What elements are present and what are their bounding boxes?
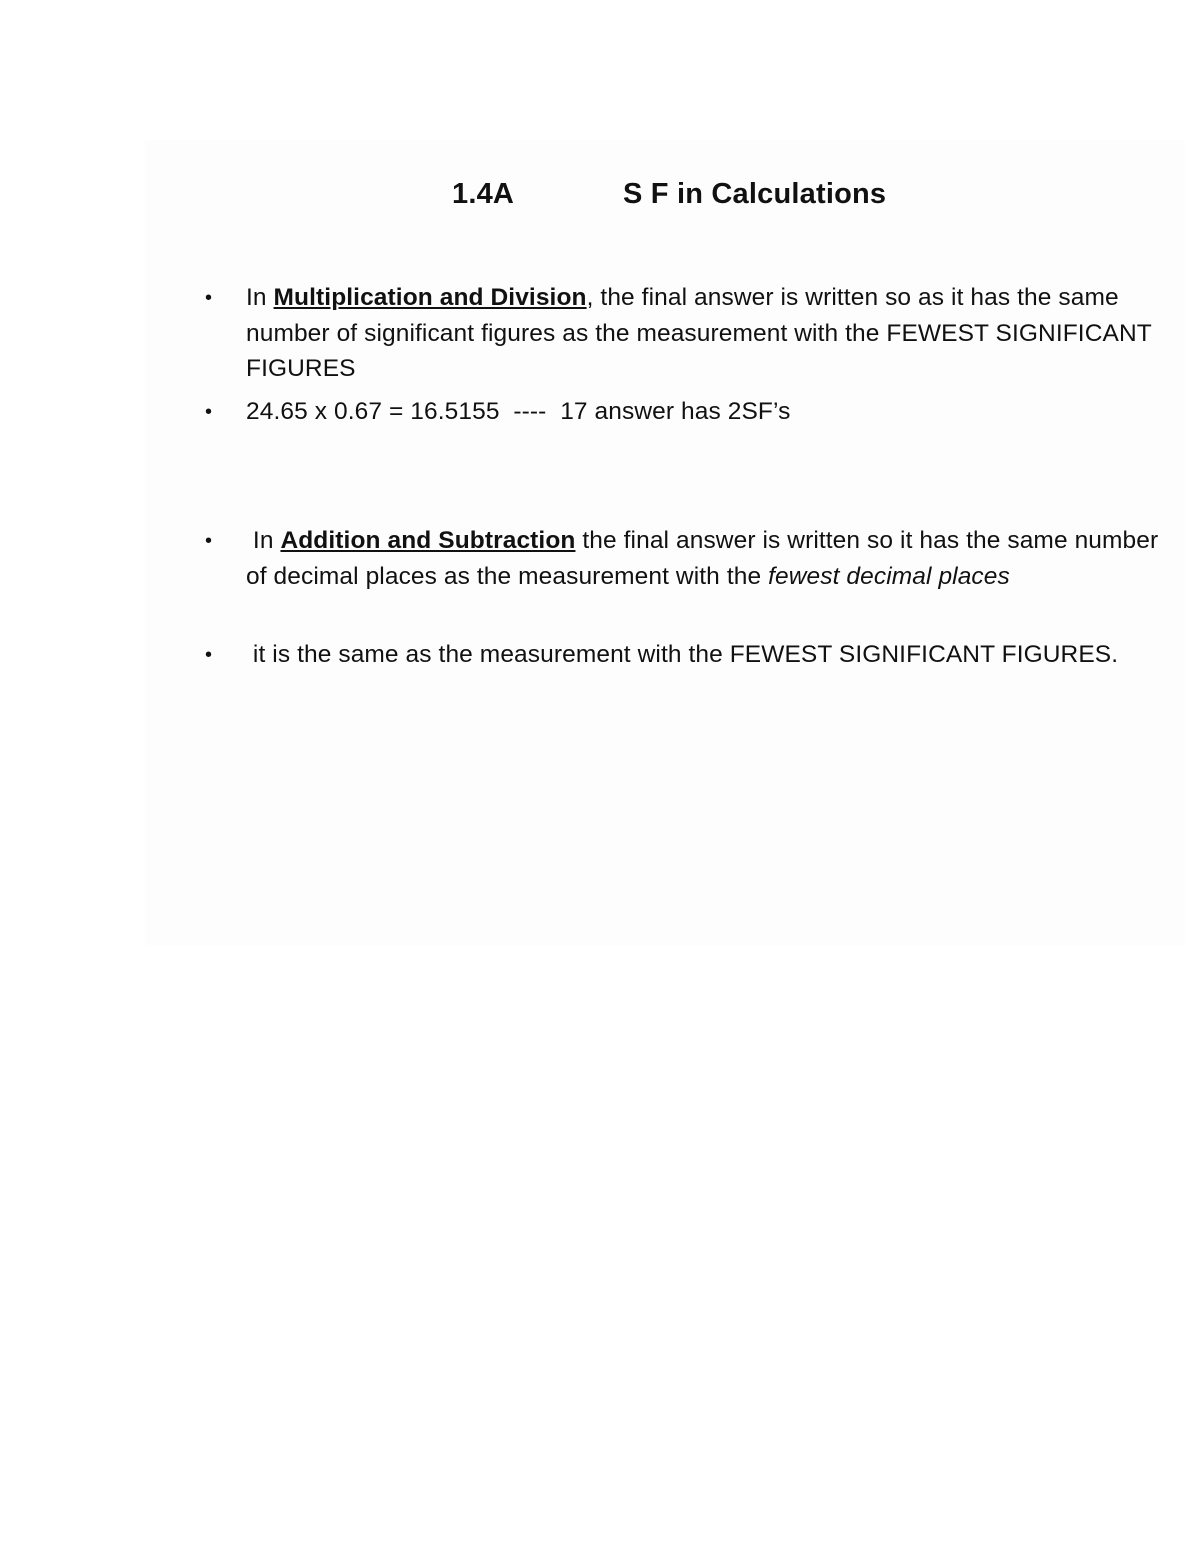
title-number: 1.4A xyxy=(452,178,515,210)
bullet-prefix: In xyxy=(246,284,274,311)
bullet-icon: • xyxy=(205,401,213,423)
page-title xyxy=(0,178,1200,222)
bullet-emphasis: fewest decimal places xyxy=(768,562,1010,590)
title-text: S F in Calculations xyxy=(623,178,887,210)
bullet-text: 24.65 x 0.67 = 16.5155 ---- 17 answer has 2SF’s xyxy=(246,398,791,425)
bullet-icon: • xyxy=(205,644,213,666)
bullet-icon: • xyxy=(205,287,213,309)
bullet-text: it is the same as the measurement with the FEWEST SIGNIFICANT FIGURES. xyxy=(246,641,1119,668)
bullet-keyword: Addition and Subtraction xyxy=(280,527,576,554)
bullet-text xyxy=(246,523,1161,594)
bullet-keyword: Multiplication and Division xyxy=(273,284,587,311)
bullet-prefix: In xyxy=(246,527,281,554)
bullet-text xyxy=(246,280,1161,387)
bullet-icon: • xyxy=(205,530,213,552)
bullet-rest: the final answer is written so it has the same number of decimal places as the measurement with the xyxy=(246,527,1159,590)
bullet-rest: , the final answer is written so as it has the same number of significant figures as the measurement with the FEWEST SIGNIFICANT FIGURES xyxy=(246,284,1152,382)
